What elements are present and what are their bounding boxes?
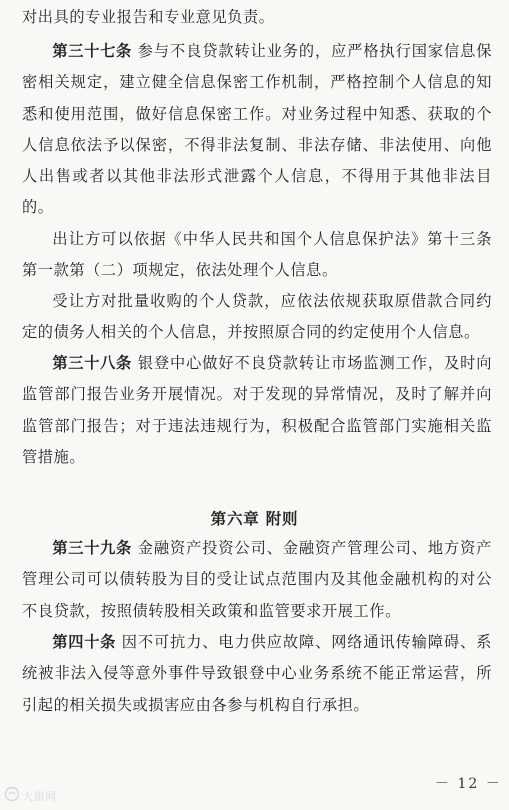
paragraph-transferee-text: 受让方对批量收购的个人贷款，应依法依规获取原借款合同约定的债务人相关的个人信息，并按照原合同的约定使用个人信息。 <box>22 292 492 342</box>
paragraph-intro-text: 对出具的专业报告和专业意见负责。 <box>22 8 275 26</box>
watermark-text: 大旗网 <box>22 790 57 803</box>
paragraph-transferee <box>22 286 492 349</box>
page-number: － 12 － <box>435 776 502 792</box>
article-37 <box>22 36 492 224</box>
article-40-text: 因不可抗力、电力供应故障、网络通讯传输障碍、系统被非法入侵等意外事件导致银登中心业务系统不能正常运营，所引起的相关损失或损害应由各参与机构自行承担。 <box>22 633 492 714</box>
article-40-label: 第四十条 <box>52 633 117 651</box>
article-39 <box>22 533 492 627</box>
watermark-logo-icon <box>4 786 20 802</box>
article-38-label: 第三十八条 <box>52 354 132 372</box>
article-39-label: 第三十九条 <box>52 539 132 557</box>
article-37-label: 第三十七条 <box>52 42 132 60</box>
paragraph-transferor <box>22 224 492 287</box>
article-38-text: 银登中心做好不良贷款转让市场监测工作，及时向监管部门报告业务开展情况。对于发现的异常情况，及时了解并向监管部门报告；对于违法违规行为，积极配合监管部门实施相关监管措施。 <box>22 354 493 466</box>
paragraph-transferor-text: 出让方可以依据《中华人民共和国个人信息保护法》第十三条第一款第（二）项规定，依法处理个人信息。 <box>22 230 492 280</box>
article-38 <box>22 348 492 473</box>
article-37-text: 参与不良贷款转让业务的，应严格执行国家信息保密相关规定，建立健全信息保密工作机制，严格控制个人信息的知悉和使用范围，做好信息保密工作。对业务过程中知悉、获取的个人信息依法予以保密，不得非法复制、非法存储、非法使用、向他人出售或者以其他非法形式泄露个人信息，不得用于其他非法目的。 <box>22 42 493 217</box>
paragraph-intro <box>22 2 492 33</box>
article-39-text: 金融资产投资公司、金融资产管理公司、地方资产管理公司可以债转股为目的受让试点范围内及其他金融机构的对公不良贷款，按照债转股相关政策和监管要求开展工作。 <box>22 539 493 620</box>
chapter-heading: 第六章 附则 <box>210 509 299 528</box>
article-40 <box>22 627 492 721</box>
watermark <box>4 786 84 806</box>
